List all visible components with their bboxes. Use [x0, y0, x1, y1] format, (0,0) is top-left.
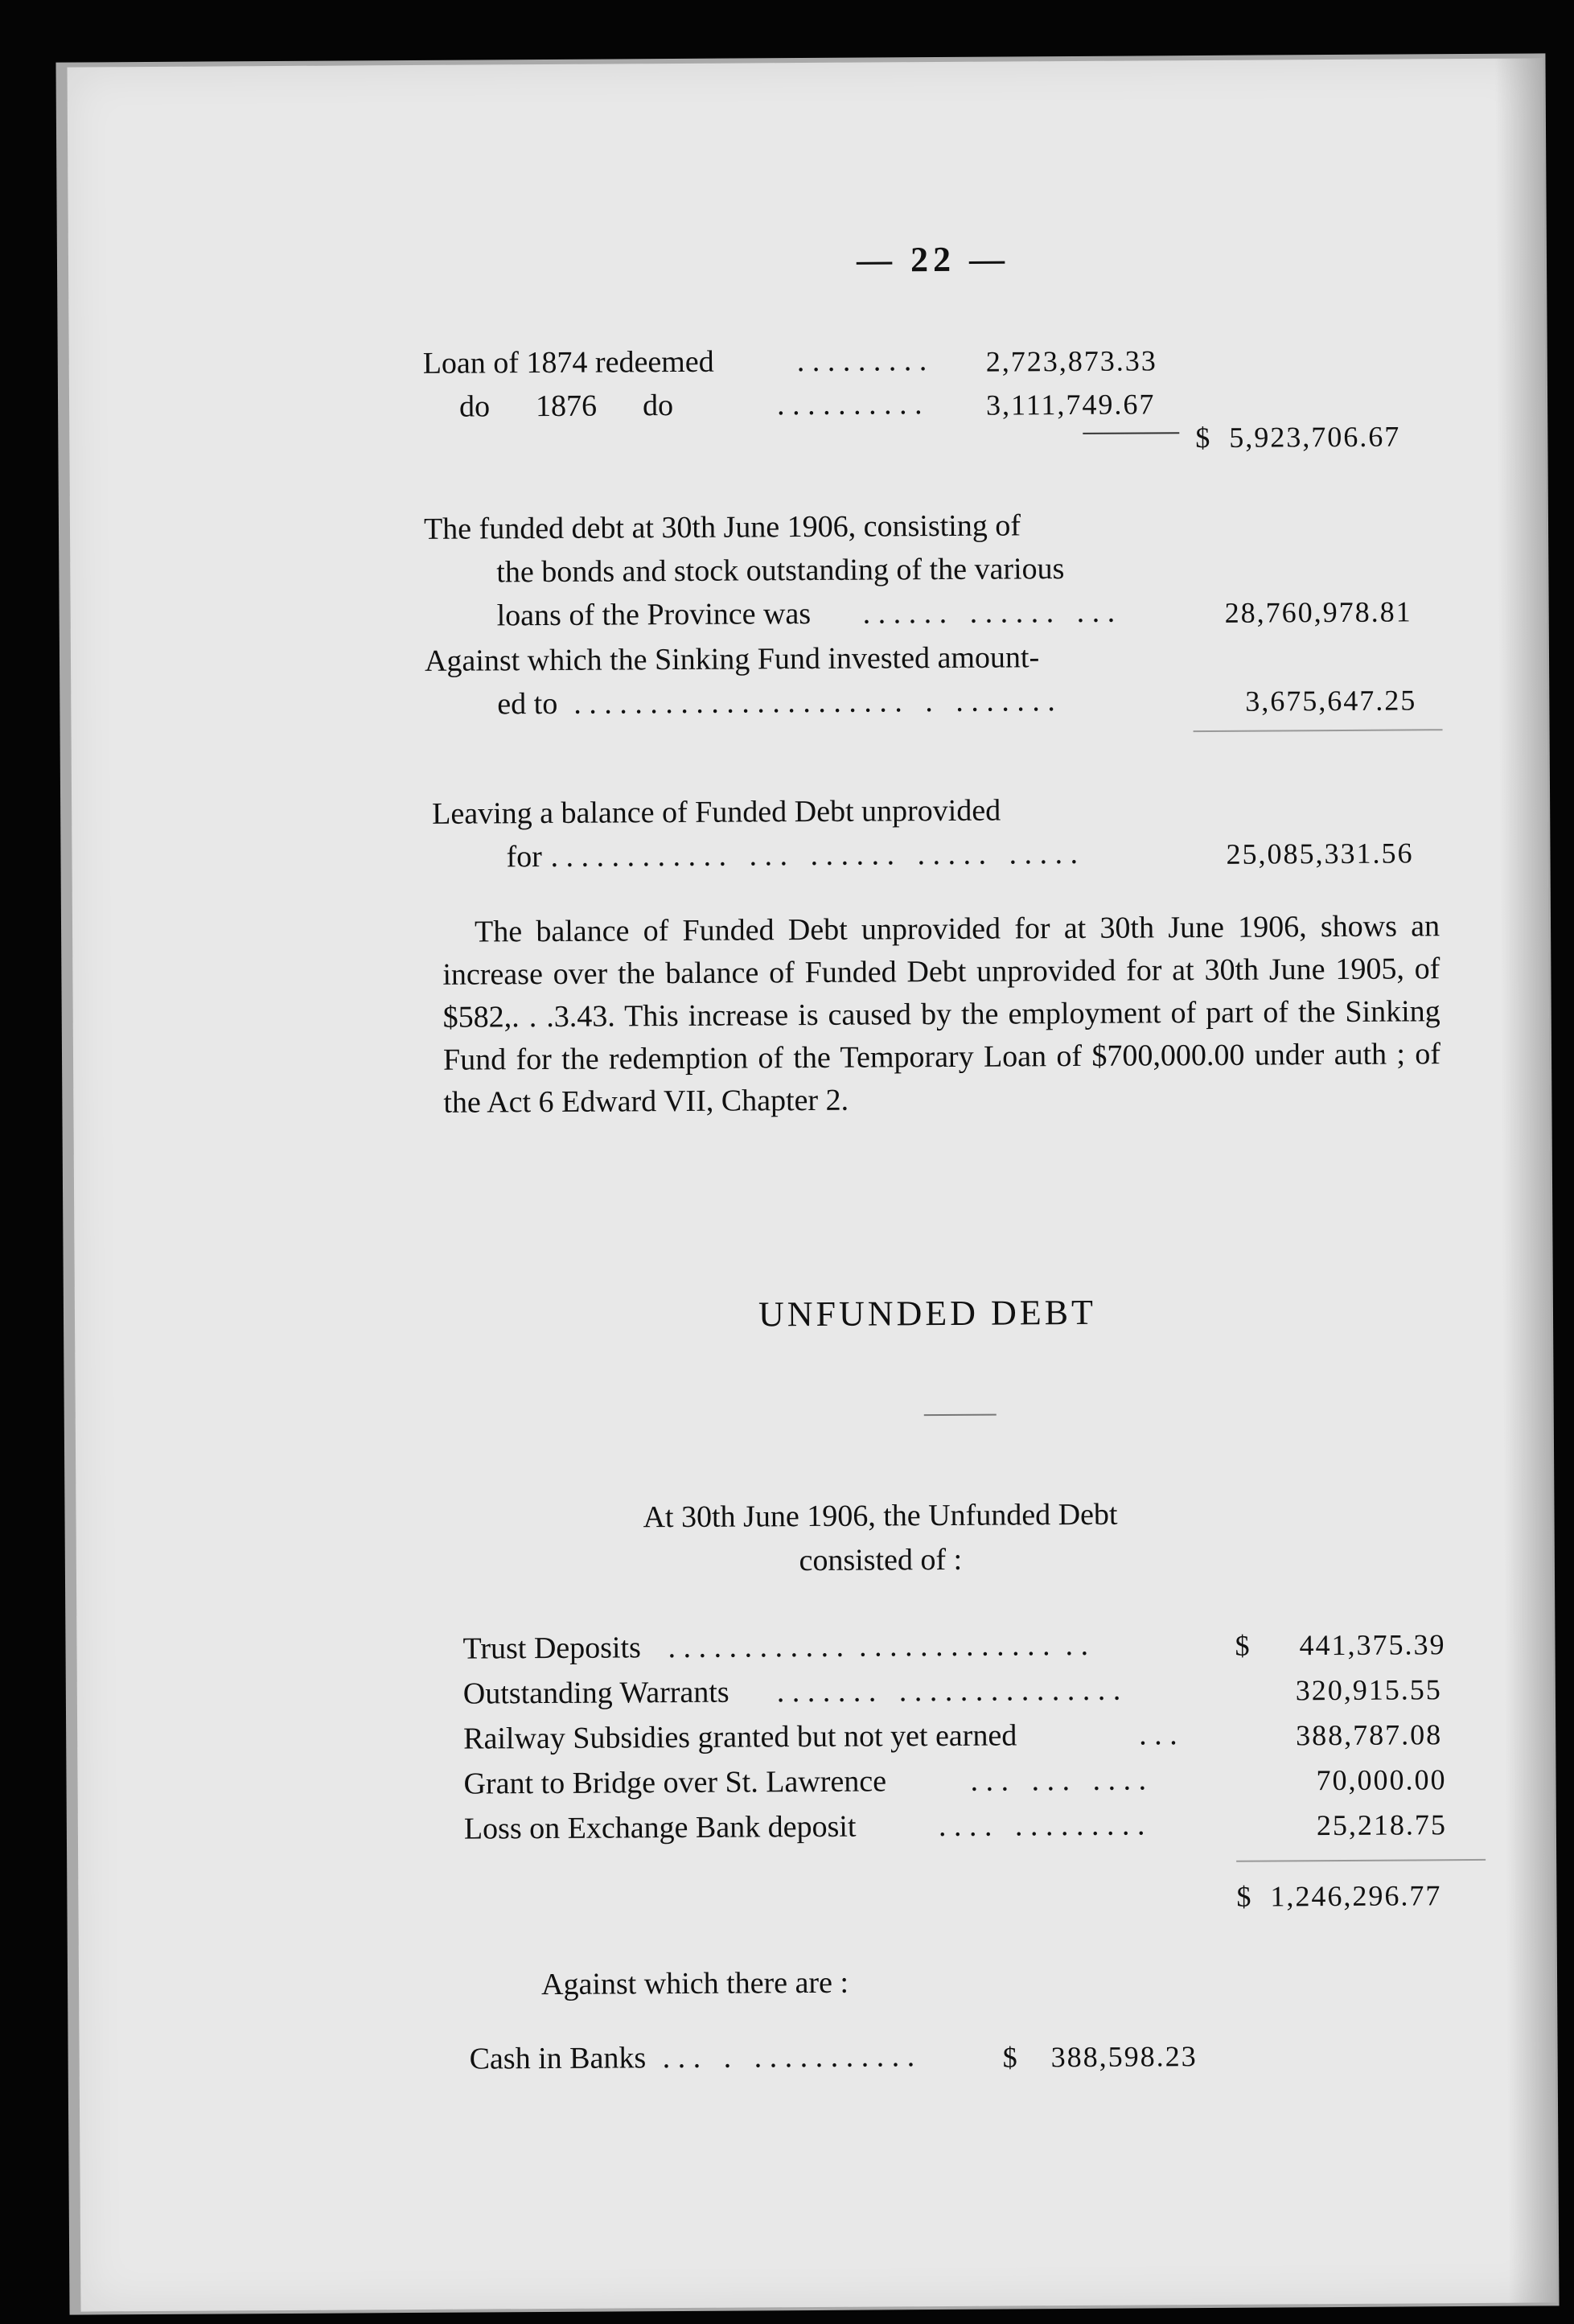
loan-1876-amount: 3,111,749.67: [985, 388, 1156, 422]
loan-1874-label: Loan of 1874 redeemed: [422, 344, 714, 380]
cash-in-banks-amount: 388,598.23: [1050, 2040, 1198, 2074]
item-exchange-bank-amount: 25,218.75: [1316, 1808, 1447, 1842]
balance-line-2: for: [506, 840, 542, 874]
funded-debt-line-1: The funded debt at 30th June 1906, consisting of: [423, 508, 1021, 546]
unfunded-intro-line-1: At 30th June 1906, the Unfunded Debt: [643, 1497, 1118, 1535]
funded-sum-rule: [1194, 729, 1443, 732]
loan-1876-label: do 1876 do: [458, 389, 674, 424]
page-number: — 22 —: [856, 239, 1010, 280]
cash-in-banks-label: Cash in Banks: [469, 2041, 647, 2076]
dollar-sign: $: [1235, 1629, 1251, 1662]
funded-debt-leader: . . . . . . . . . . . . . . .: [862, 594, 1116, 631]
unfunded-sum-rule: [1236, 1859, 1486, 1862]
against-label: Against which there are :: [540, 1965, 849, 2002]
funded-debt-line-2: the bonds and stock outstanding of the various: [496, 552, 1065, 590]
sinking-fund-line-1: Against which the Sinking Fund invested amount-: [424, 640, 1040, 678]
unfunded-intro-line-2: consisted of :: [799, 1542, 963, 1578]
item-trust-deposits-label: Trust Deposits: [462, 1631, 642, 1666]
loans-sum-rule: [1083, 432, 1179, 434]
loan-1876-leader: . . . . . . . . . .: [776, 387, 923, 422]
item-warrants-label: Outstanding Warrants: [462, 1675, 729, 1711]
heading-dash: [924, 1414, 997, 1417]
item-exchange-bank-label: Loss on Exchange Bank deposit: [463, 1809, 857, 1846]
item-warrants-amount: 320,915.55: [1295, 1673, 1442, 1707]
loan-1874-leader: . . . . . . . . .: [796, 343, 927, 379]
funded-debt-line-3: loans of the Province was: [496, 596, 812, 633]
document-page: [67, 58, 1556, 2311]
unfunded-total: $ 1,246,296.77: [1236, 1879, 1442, 1913]
sinking-fund-amount: 3,675,647.25: [1245, 684, 1417, 718]
item-railway-label: Railway Subsidies granted but not yet earned: [463, 1718, 1017, 1756]
cash-dollar-sign: $: [1002, 2041, 1019, 2074]
balance-line-1: Leaving a balance of Funded Debt unprovided: [432, 793, 1001, 831]
item-exchange-bank-leader: . . . . . . . . . . . . .: [938, 1808, 1145, 1844]
balance-amount: 25,085,331.56: [1226, 837, 1414, 870]
explanation-paragraph: The balance of Funded Debt unprovided for at 30th June 1906, shows an increase over the balance of Funded Debt unprovided for at 30th June 1905, of $582,. . .3.43. This increase is caused by the employment of part of the Sinking Fund for the redemption of the Temporary Loan of $700,000.00 under auth ; of the Act 6 Edward VII, Chapter 2.: [442, 909, 1441, 1120]
sinking-fund-leader: . . . . . . . . . . . . . . . . . . . . . . . . . . . . . .: [573, 684, 1055, 721]
loans-total: $ 5,923,706.67: [1195, 420, 1401, 455]
sinking-fund-line-2: ed to: [497, 686, 558, 722]
item-warrants-leader: . . . . . . . . . . . . . . . . . . . . . .: [776, 1672, 1121, 1709]
item-bridge-amount: 70,000.00: [1316, 1763, 1447, 1797]
item-trust-deposits-amount: 441,375.39: [1299, 1628, 1446, 1662]
item-bridge-label: Grant to Bridge over St. Lawrence: [463, 1764, 887, 1801]
item-railway-amount: 388,787.08: [1296, 1718, 1443, 1752]
section-heading: UNFUNDED DEBT: [758, 1292, 1097, 1335]
item-bridge-leader: . . . . . . . . . .: [970, 1763, 1147, 1798]
funded-debt-amount: 28,760,978.81: [1224, 595, 1412, 629]
item-railway-leader: . . .: [1139, 1717, 1177, 1752]
balance-leader: . . . . . . . . . . . . . . . . . . . . . . . . . . . . . . .: [550, 836, 1079, 874]
loan-1874-amount: 2,723,873.33: [985, 344, 1157, 378]
item-trust-deposits-leader: . . . . . . . . . . . . . . . . . . . . . . . . . . .: [668, 1627, 1089, 1665]
cash-in-banks-leader: . . . . . . . . . . . . . . .: [662, 2039, 915, 2075]
